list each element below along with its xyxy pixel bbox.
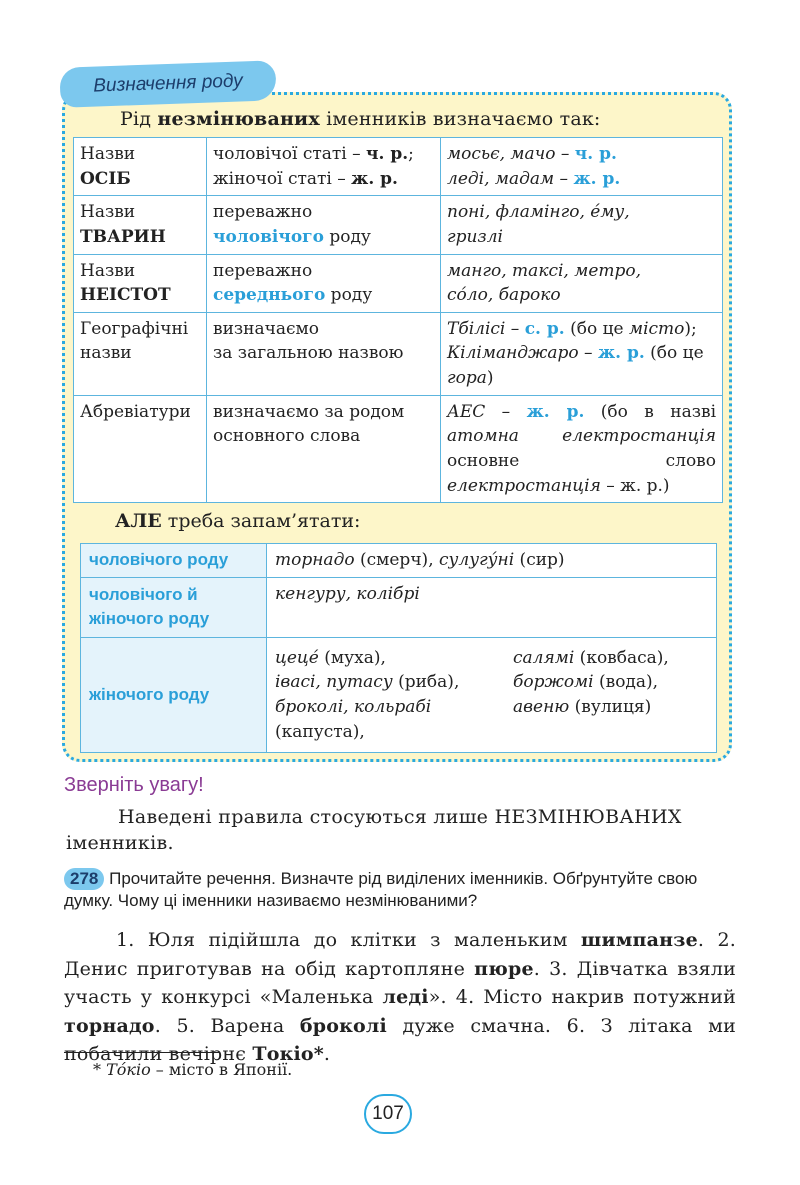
gender-rules-table bbox=[73, 137, 723, 503]
footnote: * То́кіо – місто в Японії. bbox=[93, 1060, 293, 1079]
table-row: чоловічого й жіночого роду кенгуру, колібрі bbox=[81, 577, 717, 637]
table-row: Географічні назви визначаємо за загальною назвою Тбілісі – с. р. (бо це місто); Кіліманджаро – ж. р. (бо це гора) bbox=[74, 312, 723, 395]
footnote-divider bbox=[64, 1052, 220, 1053]
table-row: Назви НЕІСТОТ переважно середнього роду манго, таксі, метро, со́ло, бароко bbox=[74, 254, 723, 312]
section-tag: Визначення роду bbox=[59, 60, 276, 108]
notice-heading: Зверніть увагу! bbox=[64, 774, 204, 796]
table-row: Назви ТВАРИН переважно чоловічого роду поні, фламінго, е́му, гризлі bbox=[74, 196, 723, 254]
table-row: чоловічого роду торнадо (смерч), сулугу́ні (сир) bbox=[81, 544, 717, 578]
table-row: Абревіатури визначаємо за родом основного слова АЕС – ж. р. (бо в назві атомна електростанція основне слово електростанція – ж. р.) bbox=[74, 395, 723, 503]
exercise-number: 278 bbox=[64, 868, 104, 890]
exceptions-table bbox=[80, 543, 717, 753]
exercise-task: 278 Прочитайте речення. Визначте рід виділених іменників. Обґрунтуйте свою думку. Чому ці іменники називаємо незмінюваними? bbox=[64, 869, 698, 911]
table-row: Назви ОСІБ чоловічої статі – ч. р.; жіночої статі – ж. р. мосьє, мачо – ч. р. леді, мадам – ж. р. bbox=[74, 138, 723, 196]
intro-line: Рід незмінюваних іменників визначаємо так: bbox=[120, 108, 601, 130]
but-heading: АЛЕ треба запам’ятати: bbox=[115, 510, 361, 532]
table-row: жіночого роду цеце́ (муха), івасі, путасу (риба), броколі, кольрабі (капуста), салямі (ковбаса), боржомі (вода), авеню (вулиця) bbox=[81, 637, 717, 753]
page-number: 107 bbox=[364, 1094, 412, 1134]
notice-text: Наведені правила стосуються лише НЕЗМІНЮВАНИХ іменників. bbox=[66, 806, 682, 854]
exercise-sentences: 1. Юля підійшла до клітки з маленьким шимпанзе. 2. Денис приготував на обід картопляне пюре. 3. Дівчатка взяли участь у конкурсі «Маленька леді». 4. Місто накрив потужний торнадо. 5. Варена броколі дуже смачна. 6. З літака ми побачили вечірнє Токіо*. bbox=[64, 929, 737, 1065]
